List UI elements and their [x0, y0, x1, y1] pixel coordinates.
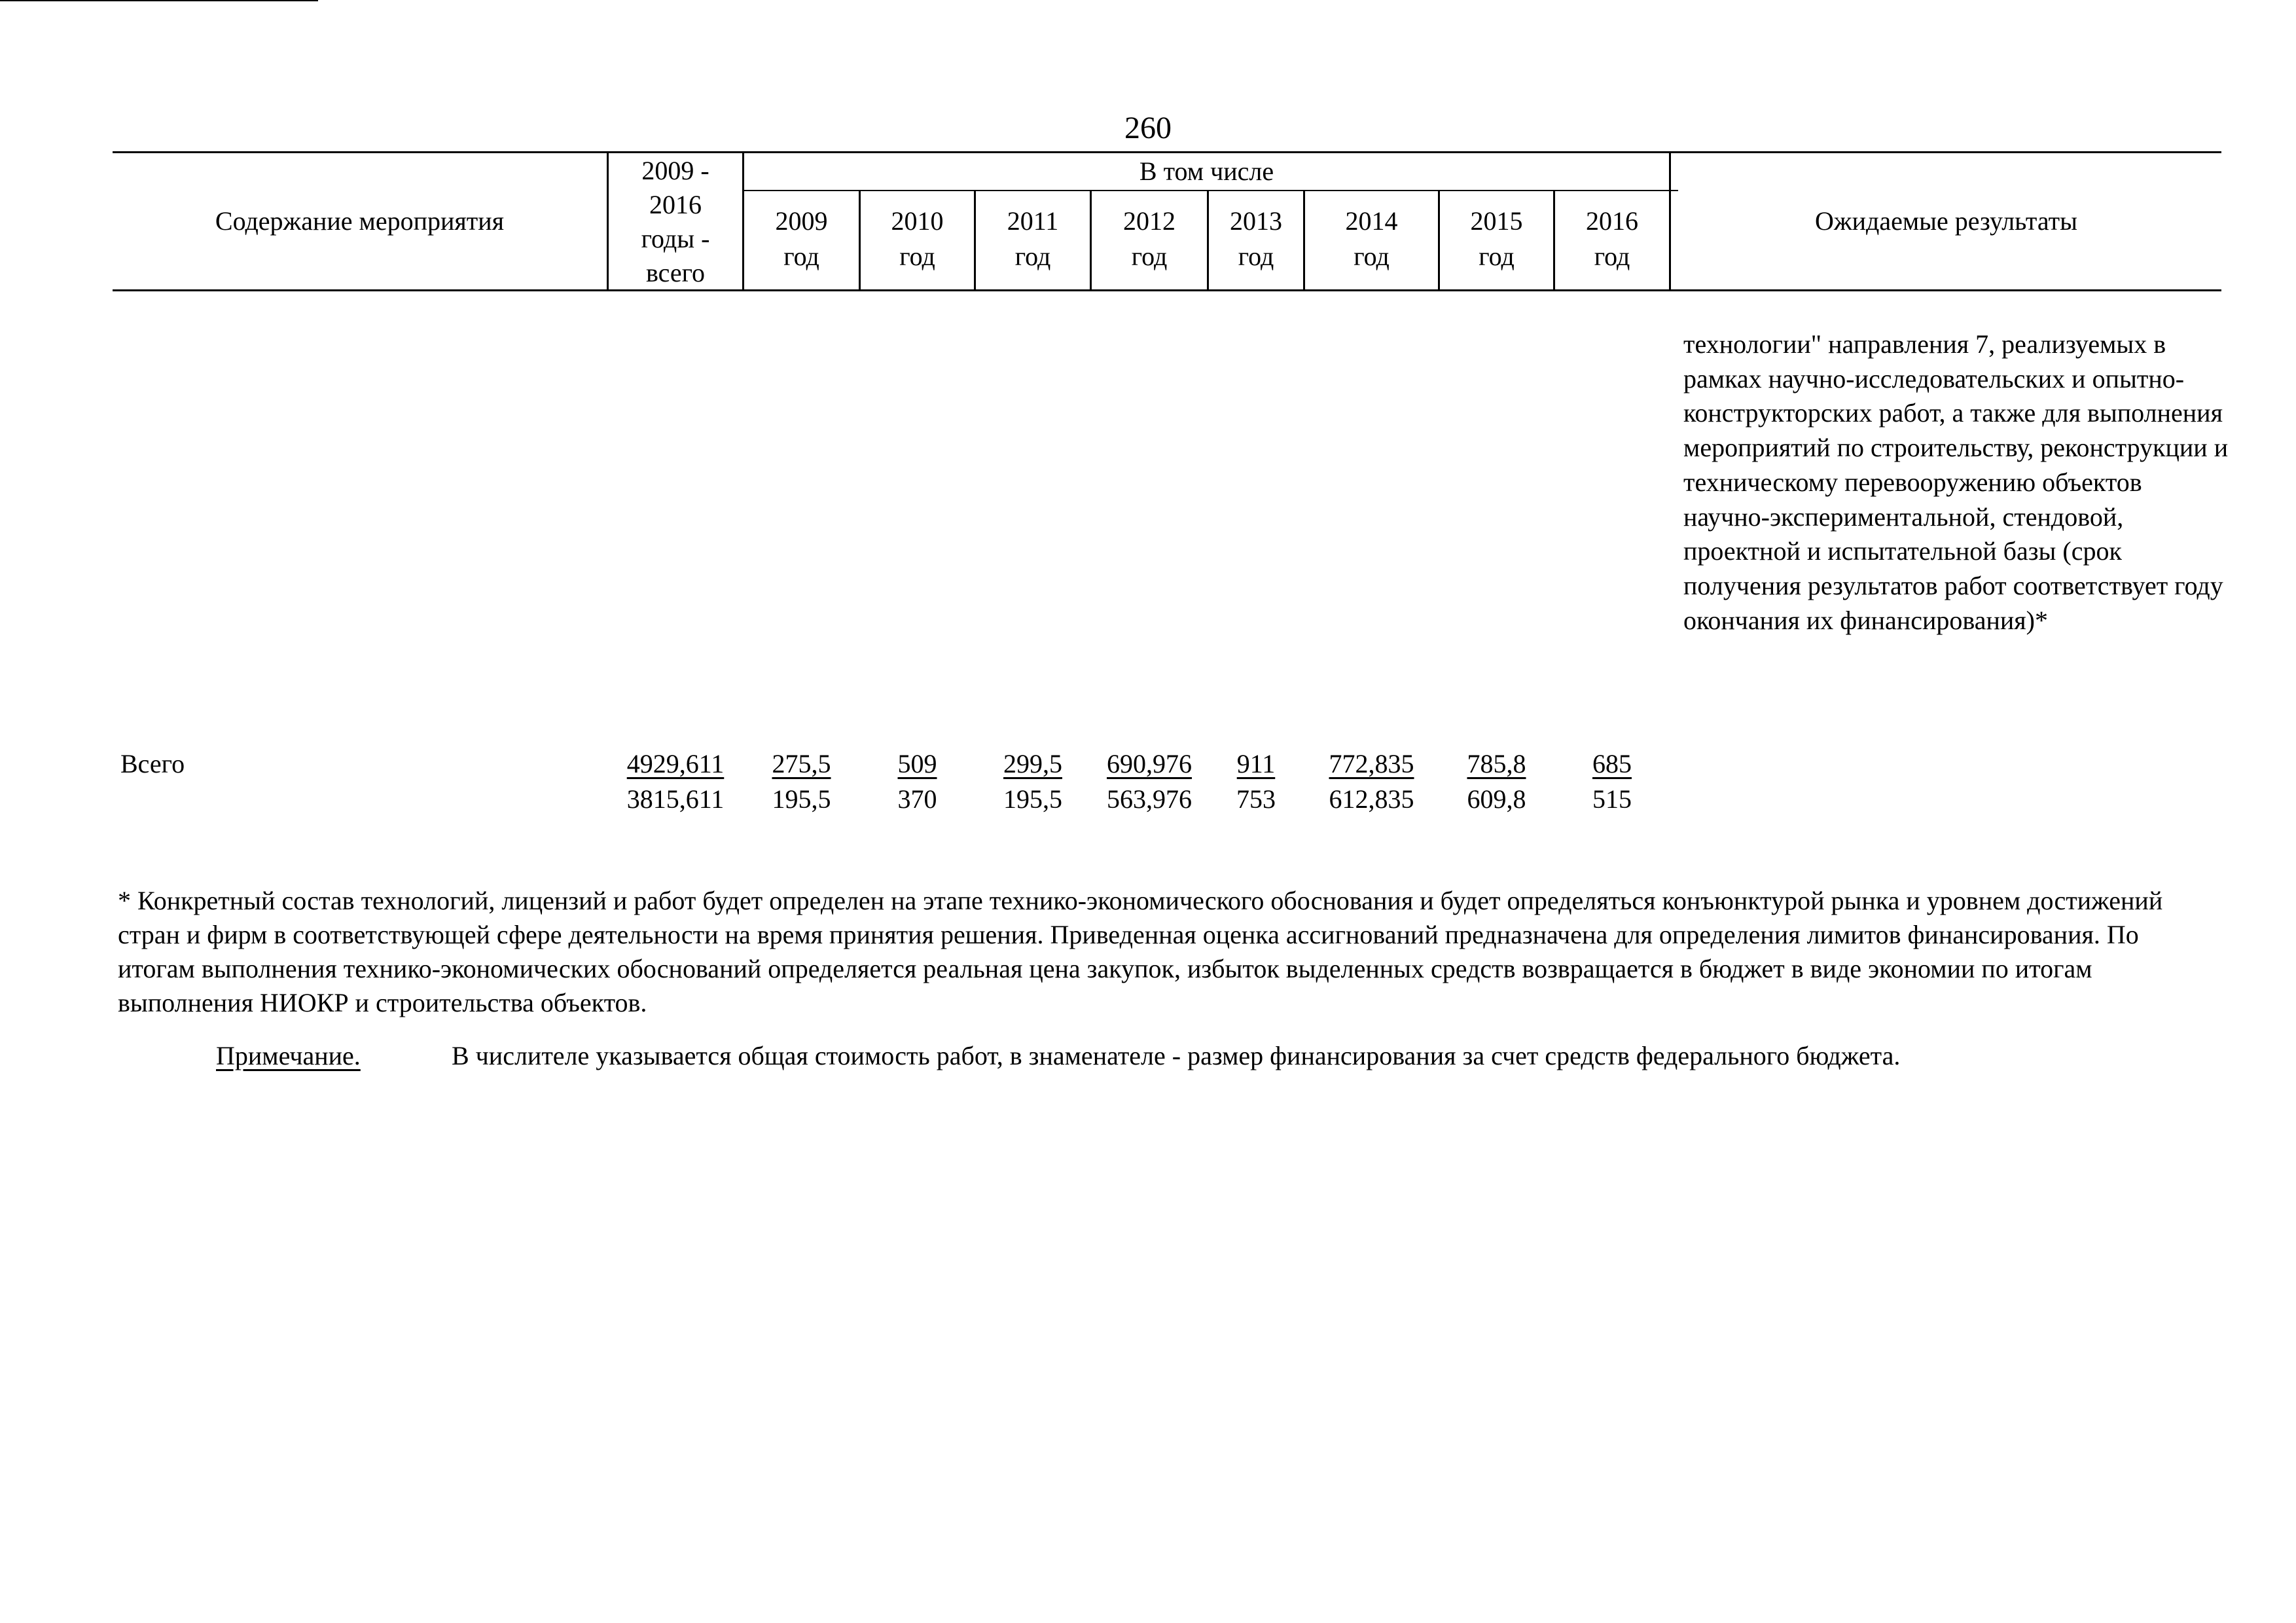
footnote-text: * Конкретный состав технологий, лицензий и работ будет определен на этапе технико-экономического обоснования и будет определяться конъюнктурой рынка и уровнем достижений стран и фирм в соответствующей сфере деятельности на время принятия решения. Приведенная оценка ассигнований предназначена для определения лимитов финансирования. По итогам выполнения технико-экономических обоснований определяется реальная цена закупок, избыток выделенных средств возвращается в бюджет в виде экономии по итогам выполнения НИОКР и строительства объектов.	[118, 886, 2163, 1017]
year-2014-numerator: 772,835	[1329, 749, 1414, 778]
header-year: 2012	[1123, 206, 1175, 236]
year-2013-numerator: 911	[1236, 749, 1276, 778]
header-year-2015	[1440, 191, 1553, 287]
year-2016-numerator: 685	[1592, 749, 1632, 778]
page-number: 260	[1124, 111, 1172, 145]
header-year-unit: год	[899, 242, 935, 271]
header-year: 2011	[1007, 206, 1059, 236]
year-2010-numerator: 509	[897, 749, 937, 778]
year-2012-denominator: 563,976	[1107, 784, 1192, 814]
year-2011-numerator: 299,5	[1003, 749, 1062, 778]
expected-results-text: технологии" направления 7, реализуемых в рамках научно-исследовательских и опытно-конструкторских работ, а также для выполнения мероприятий по строительству, реконструкции и техническому перевооружению объектов научно-экспериментальной, стендовой, проектной и испытательной базы (срок получения результатов работ соответствует году окончания их финансирования)*	[1683, 329, 2229, 635]
note-label: Примечание.	[216, 1041, 361, 1070]
header-results	[1671, 153, 2221, 289]
header-total-line: 2016	[649, 190, 702, 219]
header-total	[609, 155, 742, 289]
header-year-2014	[1305, 191, 1438, 287]
year-2013-denominator: 753	[1236, 784, 1276, 814]
year-2009-numerator: 275,5	[772, 749, 831, 778]
header-year-2012	[1092, 191, 1207, 287]
note-text: В числителе указывается общая стоимость работ, в знаменателе - размер финансирования за счет средств федерального бюджета.	[452, 1041, 1901, 1070]
table-header-bottom-rule	[113, 289, 2221, 291]
year-2015-numerator: 785,8	[1467, 749, 1526, 778]
header-year-unit: год	[783, 242, 819, 271]
header-year: 2010	[891, 206, 944, 236]
header-including	[744, 153, 1669, 190]
header-year: 2014	[1345, 206, 1398, 236]
total-numerator: 4929,611	[626, 749, 725, 778]
header-total-line: годы -	[641, 224, 710, 253]
year-2012-numerator: 690,976	[1107, 749, 1192, 778]
year-2009-denominator: 195,5	[772, 784, 831, 814]
header-year-unit: год	[1014, 242, 1051, 271]
header-year-2013	[1209, 191, 1303, 287]
total-row-label: Всего	[120, 749, 185, 778]
year-2011-denominator: 195,5	[1003, 784, 1062, 814]
header-results-label: Ожидаемые результаты	[1815, 206, 2077, 236]
header-year-unit: год	[1238, 242, 1274, 271]
header-year-2010	[861, 191, 974, 287]
year-2016-denominator: 515	[1592, 784, 1632, 814]
header-year-unit: год	[1131, 242, 1168, 271]
header-year-unit: год	[1594, 242, 1630, 271]
year-2015-denominator: 609,8	[1467, 784, 1526, 814]
header-total-line: всего	[645, 258, 706, 287]
header-year-2016	[1555, 191, 1669, 287]
header-year-unit: год	[1354, 242, 1390, 271]
year-2010-denominator: 370	[897, 784, 937, 814]
header-content-label: Содержание мероприятия	[215, 206, 505, 236]
header-year: 2009	[775, 206, 828, 236]
header-year-2009	[744, 191, 859, 287]
total-denominator: 3815,611	[626, 784, 725, 814]
footnote-separator	[0, 0, 318, 1]
header-content	[113, 153, 607, 289]
year-2014-denominator: 612,835	[1329, 784, 1414, 814]
header-total-line: 2009 -	[641, 156, 709, 185]
header-year: 2016	[1586, 206, 1638, 236]
header-including-label: В том числе	[1139, 156, 1274, 186]
header-year: 2013	[1230, 206, 1282, 236]
header-year: 2015	[1470, 206, 1523, 236]
header-year-unit: год	[1479, 242, 1515, 271]
header-year-2011	[976, 191, 1090, 287]
